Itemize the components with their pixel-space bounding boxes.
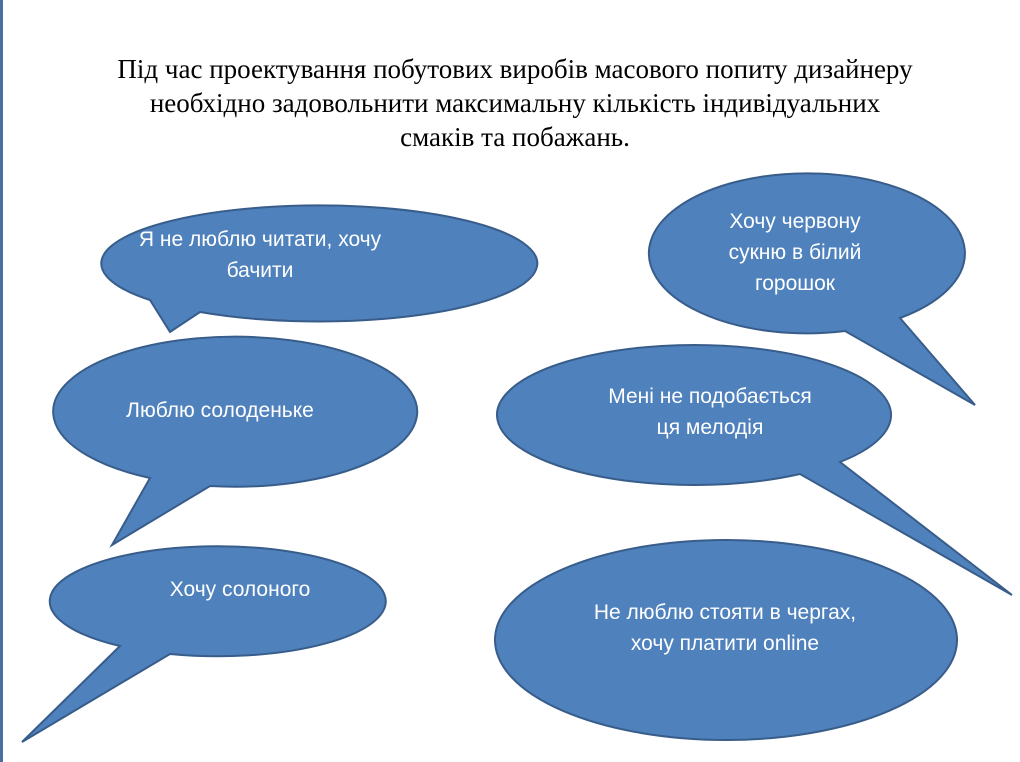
bubble-read-text xyxy=(60,224,460,286)
bubble-sweet-line-1: Люблю солоденьке xyxy=(126,399,314,422)
bubble-melody-text xyxy=(530,381,890,443)
bubble-read-line-1: Я не люблю читати, хочу xyxy=(138,228,382,251)
title-line-3: смаків та побажань. xyxy=(400,122,630,152)
title-line-2: необхідно задовольнити максимальну кількість індивідуальних xyxy=(149,88,881,118)
title-line-1: Під час проектування побутових виробів масового попиту дизайнеру xyxy=(117,54,913,84)
bubble-read-line-2: бачити xyxy=(226,259,294,282)
bubble-dress-line-1: Хочу червону xyxy=(729,210,861,233)
bubble-dress-line-2: сукню в білий xyxy=(728,241,862,264)
bubble-salty-text xyxy=(70,574,410,605)
bubble-queue-line-1: Не люблю стояти в чергах, xyxy=(593,601,857,624)
bubble-queue-text xyxy=(520,597,930,659)
bubble-melody-line-2: ця мелодія xyxy=(656,416,764,439)
bubble-sweet-text xyxy=(50,395,390,426)
bubble-salty-line-1: Хочу солоного xyxy=(169,578,311,601)
bubble-queue-line-2: хочу платити online xyxy=(630,632,820,655)
bubble-dress-line-3: горошок xyxy=(755,272,835,295)
bubble-melody-line-1: Мені не подобається xyxy=(608,385,812,408)
speech-bubble-sweet xyxy=(53,337,417,545)
bubble-dress-text xyxy=(650,206,940,299)
